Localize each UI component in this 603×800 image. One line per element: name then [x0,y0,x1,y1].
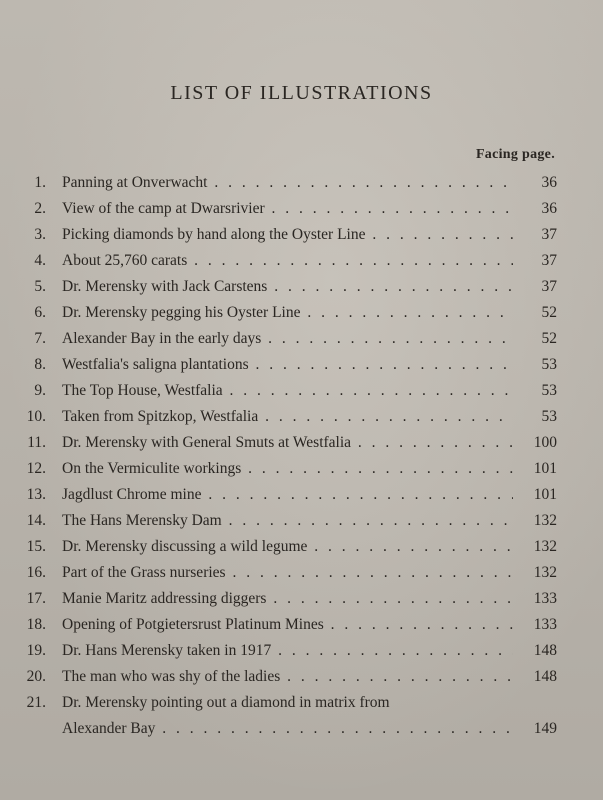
entry-title: On the Vermiculite workings . . . [62,456,513,482]
entry-number: 12. [26,460,46,477]
entry-title-line-1: Dr. Merensky pointing out a diamond in matrix from [62,694,390,711]
entry-number: 5. [34,278,46,295]
list-item [0,196,603,222]
entry-number: 10. [26,408,46,425]
entry-title: Dr. Merensky pegging his Oyster Line . . . [62,300,513,326]
entry-page-number: 53 [541,382,557,399]
list-item [0,404,603,430]
entry-number: 15. [26,538,46,555]
list-item [0,378,603,404]
list-item [0,508,603,534]
entry-page-number: 101 [533,486,557,503]
entry-number: 19. [26,642,46,659]
entry-number: 2. [34,200,46,217]
entry-title: The Hans Merensky Dam . . . [62,508,513,534]
entry-page-number: 36 [541,174,557,191]
entry-page-number: 149 [533,720,557,737]
entry-number: 11. [27,434,46,451]
list-item [0,664,603,690]
entry-number: 9. [34,382,46,399]
list-item [0,534,603,560]
entry-number: 17. [26,590,46,607]
entry-page-number: 132 [533,538,557,555]
entry-title: Part of the Grass nurseries . . . [62,560,513,586]
list-item [0,248,603,274]
list-item [0,482,603,508]
illustrations-list [0,170,603,742]
entry-page-number: 101 [533,460,557,477]
entry-number: 4. [34,252,46,269]
entry-title: The man who was shy of the ladies . . . [62,664,513,690]
list-item [0,326,603,352]
entry-number: 18. [26,616,46,633]
entry-page-number: 148 [533,642,557,659]
entry-number: 16. [26,564,46,581]
entry-number: 6. [34,304,46,321]
entry-page-number: 53 [541,356,557,373]
page-title: LIST OF ILLUSTRATIONS [170,82,433,104]
entry-title-line-2: Alexander Bay . . . [62,716,513,742]
entry-page-number: 36 [541,200,557,217]
entry-page-number: 53 [541,408,557,425]
entry-title: Dr. Hans Merensky taken in 1917 . . . [62,638,513,664]
list-item [0,274,603,300]
list-item [0,560,603,586]
entry-page-number: 37 [541,252,557,269]
entry-title: Opening of Potgietersrust Platinum Mines . . . [62,612,513,638]
entry-title: Taken from Spitzkop, Westfalia . . . [62,404,513,430]
list-item [0,612,603,638]
entry-title: Dr. Merensky discussing a wild legume . . . [62,534,513,560]
entry-page-number: 37 [541,226,557,243]
list-item [0,352,603,378]
entry-page-number: 52 [541,304,557,321]
list-item [0,300,603,326]
entry-title: Dr. Merensky with General Smuts at Westfalia . . . [62,430,513,456]
entry-number: 3. [34,226,46,243]
entry-number: 20. [26,668,46,685]
entry-title: Alexander Bay in the early days . . . [62,326,513,352]
list-item [0,170,603,196]
entry-title: Picking diamonds by hand along the Oyster Line . . . [62,222,513,248]
entry-number: 7. [34,330,46,347]
entry-title: Jagdlust Chrome mine . . . [62,482,513,508]
list-item [0,430,603,456]
entry-page-number: 133 [533,616,557,633]
entry-page-number: 132 [533,564,557,581]
entry-title: About 25,760 carats . . . [62,248,513,274]
entry-number: 14. [26,512,46,529]
list-item [0,690,603,742]
entry-number: 8. [34,356,46,373]
entry-title: Panning at Onverwacht . . . [62,170,513,196]
entry-page-number: 133 [533,590,557,607]
entry-title: View of the camp at Dwarsrivier . . . [62,196,513,222]
entry-page-number: 100 [533,434,557,451]
list-item [0,456,603,482]
list-item [0,638,603,664]
entry-title: Manie Maritz addressing diggers . . . [62,586,513,612]
entry-number: 13. [26,486,46,503]
entry-page-number: 37 [541,278,557,295]
entry-page-number: 132 [533,512,557,529]
list-item [0,586,603,612]
entry-title: Dr. Merensky with Jack Carstens . . . [62,274,513,300]
entry-number: 21. [26,694,46,711]
entry-title: The Top House, Westfalia . . . [62,378,513,404]
list-item [0,222,603,248]
entry-number: 1. [34,174,46,191]
entry-title: Westfalia's saligna plantations . . . [62,352,513,378]
entry-page-number: 148 [533,668,557,685]
entry-page-number: 52 [541,330,557,347]
facing-page-header: Facing page. [475,147,555,162]
